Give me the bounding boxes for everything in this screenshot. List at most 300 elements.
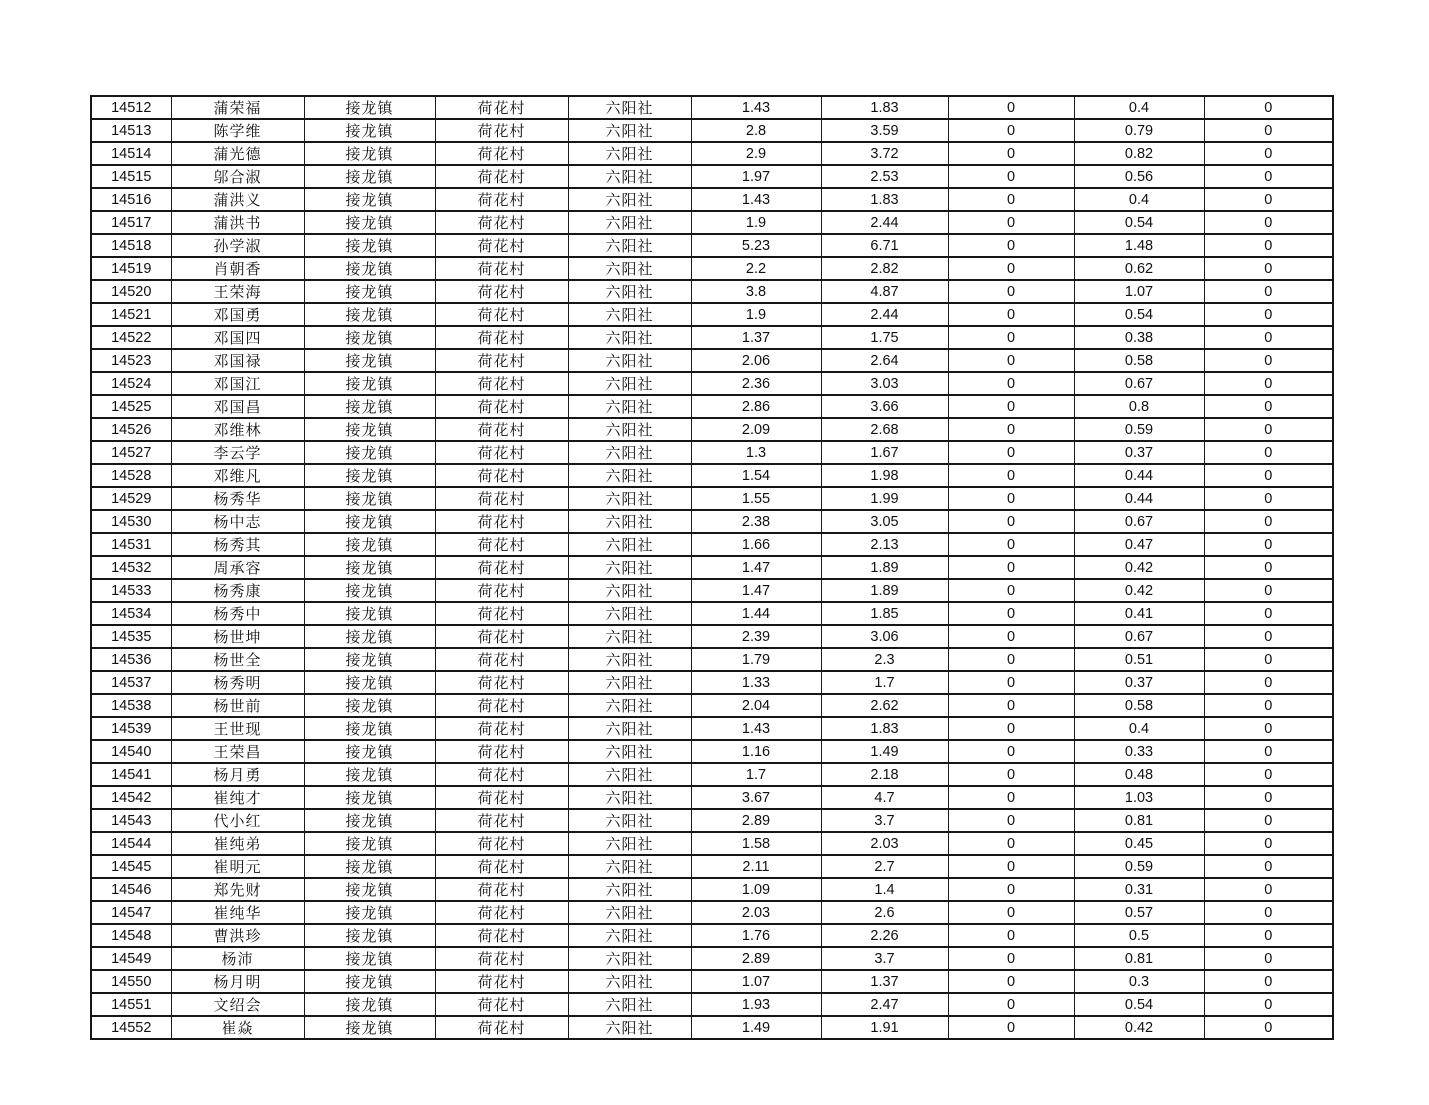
table-cell: 接龙镇 <box>304 901 435 924</box>
table-row <box>91 257 1333 280</box>
table-cell: 代小红 <box>171 809 304 832</box>
table-cell: 0.81 <box>1074 809 1204 832</box>
table-cell: 0.44 <box>1074 487 1204 510</box>
table-cell: 0.38 <box>1074 326 1204 349</box>
table-cell: 0.54 <box>1074 993 1204 1016</box>
table-cell: 接龙镇 <box>304 556 435 579</box>
table-cell: 1.89 <box>821 556 948 579</box>
table-row <box>91 763 1333 786</box>
table-cell: 14522 <box>91 326 171 349</box>
table-cell: 六阳社 <box>568 211 691 234</box>
table-cell: 2.26 <box>821 924 948 947</box>
table-cell: 0 <box>948 809 1074 832</box>
table-cell: 0 <box>948 395 1074 418</box>
table-cell: 六阳社 <box>568 119 691 142</box>
table-cell: 0 <box>1204 257 1333 280</box>
table-cell: 六阳社 <box>568 349 691 372</box>
table-cell: 0 <box>948 188 1074 211</box>
table-cell: 接龙镇 <box>304 625 435 648</box>
table-cell: 六阳社 <box>568 96 691 119</box>
table-row <box>91 970 1333 993</box>
table-cell: 0.54 <box>1074 303 1204 326</box>
table-cell: 接龙镇 <box>304 326 435 349</box>
table-row <box>91 901 1333 924</box>
table-cell: 14551 <box>91 993 171 1016</box>
table-cell: 接龙镇 <box>304 142 435 165</box>
table-cell: 14538 <box>91 694 171 717</box>
table-cell: 文绍会 <box>171 993 304 1016</box>
table-cell: 1.49 <box>691 1016 821 1039</box>
table-cell: 0 <box>948 878 1074 901</box>
table-cell: 六阳社 <box>568 188 691 211</box>
table-cell: 接龙镇 <box>304 1016 435 1039</box>
table-cell: 接龙镇 <box>304 648 435 671</box>
table-row <box>91 303 1333 326</box>
table-cell: 蒲光德 <box>171 142 304 165</box>
table-cell: 0 <box>1204 234 1333 257</box>
table-cell: 荷花村 <box>435 326 568 349</box>
table-row <box>91 234 1333 257</box>
table-cell: 荷花村 <box>435 924 568 947</box>
table-cell: 0 <box>1204 970 1333 993</box>
table-cell: 荷花村 <box>435 280 568 303</box>
table-cell: 2.47 <box>821 993 948 1016</box>
table-cell: 0 <box>1204 602 1333 625</box>
table-cell: 荷花村 <box>435 395 568 418</box>
table-cell: 14546 <box>91 878 171 901</box>
table-cell: 3.67 <box>691 786 821 809</box>
table-cell: 0 <box>1204 464 1333 487</box>
table-cell: 1.85 <box>821 602 948 625</box>
table-cell: 0 <box>1204 648 1333 671</box>
table-cell: 0 <box>1204 211 1333 234</box>
table-cell: 14512 <box>91 96 171 119</box>
table-row <box>91 280 1333 303</box>
table-cell: 0 <box>948 1016 1074 1039</box>
table-cell: 0 <box>1204 625 1333 648</box>
table-cell: 1.54 <box>691 464 821 487</box>
table-cell: 0 <box>948 119 1074 142</box>
table-cell: 1.76 <box>691 924 821 947</box>
table-cell: 杨中志 <box>171 510 304 533</box>
table-cell: 0 <box>948 602 1074 625</box>
table-row <box>91 418 1333 441</box>
table-cell: 14520 <box>91 280 171 303</box>
table-cell: 六阳社 <box>568 464 691 487</box>
table-cell: 0 <box>1204 119 1333 142</box>
table-cell: 1.09 <box>691 878 821 901</box>
table-cell: 14519 <box>91 257 171 280</box>
table-cell: 3.8 <box>691 280 821 303</box>
table-cell: 14517 <box>91 211 171 234</box>
table-cell: 3.72 <box>821 142 948 165</box>
table-cell: 0.59 <box>1074 855 1204 878</box>
table-row <box>91 119 1333 142</box>
table-cell: 14550 <box>91 970 171 993</box>
table-row <box>91 464 1333 487</box>
table-cell: 0 <box>948 96 1074 119</box>
table-row <box>91 717 1333 740</box>
table-cell: 0 <box>1204 96 1333 119</box>
table-row <box>91 188 1333 211</box>
table-cell: 0.42 <box>1074 1016 1204 1039</box>
table-cell: 崔纯才 <box>171 786 304 809</box>
table-row <box>91 510 1333 533</box>
table-cell: 2.82 <box>821 257 948 280</box>
table-cell: 邓国江 <box>171 372 304 395</box>
table-cell: 1.33 <box>691 671 821 694</box>
table-cell: 郑先财 <box>171 878 304 901</box>
table-cell: 0 <box>1204 947 1333 970</box>
table-cell: 接龙镇 <box>304 717 435 740</box>
table-cell: 1.66 <box>691 533 821 556</box>
table-cell: 0.4 <box>1074 96 1204 119</box>
table-cell: 3.66 <box>821 395 948 418</box>
table-cell: 0.4 <box>1074 188 1204 211</box>
table-cell: 荷花村 <box>435 878 568 901</box>
table-cell: 邓维林 <box>171 418 304 441</box>
table-cell: 0 <box>1204 694 1333 717</box>
table-row <box>91 441 1333 464</box>
table-cell: 0 <box>948 464 1074 487</box>
table-cell: 0 <box>948 533 1074 556</box>
table-cell: 1.79 <box>691 648 821 671</box>
table-cell: 0 <box>1204 1016 1333 1039</box>
table-cell: 0 <box>948 142 1074 165</box>
table-cell: 荷花村 <box>435 947 568 970</box>
table-cell: 5.23 <box>691 234 821 257</box>
table-cell: 荷花村 <box>435 349 568 372</box>
table-cell: 1.3 <box>691 441 821 464</box>
table-cell: 荷花村 <box>435 970 568 993</box>
table-cell: 2.44 <box>821 303 948 326</box>
table-cell: 崔焱 <box>171 1016 304 1039</box>
table-cell: 0 <box>948 418 1074 441</box>
table-cell: 接龙镇 <box>304 924 435 947</box>
table-cell: 荷花村 <box>435 487 568 510</box>
table-cell: 六阳社 <box>568 1016 691 1039</box>
table-cell: 0.67 <box>1074 625 1204 648</box>
table-row <box>91 878 1333 901</box>
table-cell: 0 <box>948 234 1074 257</box>
table-cell: 崔明元 <box>171 855 304 878</box>
table-cell: 0 <box>948 947 1074 970</box>
table-cell: 0.58 <box>1074 349 1204 372</box>
table-cell: 杨世前 <box>171 694 304 717</box>
table-cell: 接龙镇 <box>304 740 435 763</box>
table-cell: 1.03 <box>1074 786 1204 809</box>
table-cell: 荷花村 <box>435 648 568 671</box>
table-cell: 0 <box>1204 901 1333 924</box>
table-cell: 荷花村 <box>435 1016 568 1039</box>
table-cell: 接龙镇 <box>304 441 435 464</box>
table-cell: 1.58 <box>691 832 821 855</box>
table-cell: 2.86 <box>691 395 821 418</box>
table-cell: 1.7 <box>821 671 948 694</box>
table-cell: 荷花村 <box>435 303 568 326</box>
table-cell: 0 <box>948 717 1074 740</box>
table-cell: 0 <box>948 694 1074 717</box>
table-cell: 14530 <box>91 510 171 533</box>
table-cell: 邓国禄 <box>171 349 304 372</box>
table-cell: 14516 <box>91 188 171 211</box>
table-cell: 六阳社 <box>568 993 691 1016</box>
table-cell: 王荣海 <box>171 280 304 303</box>
table-cell: 0.59 <box>1074 418 1204 441</box>
table-row <box>91 602 1333 625</box>
table-cell: 六阳社 <box>568 694 691 717</box>
table-cell: 接龙镇 <box>304 809 435 832</box>
table-cell: 2.68 <box>821 418 948 441</box>
table-cell: 六阳社 <box>568 901 691 924</box>
table-cell: 荷花村 <box>435 809 568 832</box>
table-cell: 0 <box>1204 326 1333 349</box>
table-cell: 六阳社 <box>568 441 691 464</box>
table-cell: 0.3 <box>1074 970 1204 993</box>
table-cell: 1.43 <box>691 188 821 211</box>
table-cell: 六阳社 <box>568 786 691 809</box>
table-cell: 0 <box>948 487 1074 510</box>
table-row <box>91 1016 1333 1039</box>
table-cell: 14523 <box>91 349 171 372</box>
table-cell: 接龙镇 <box>304 832 435 855</box>
table-cell: 0 <box>1204 579 1333 602</box>
table-cell: 1.49 <box>821 740 948 763</box>
table-cell: 0 <box>1204 510 1333 533</box>
table-cell: 2.7 <box>821 855 948 878</box>
table-cell: 荷花村 <box>435 993 568 1016</box>
table-cell: 1.07 <box>691 970 821 993</box>
table-cell: 14544 <box>91 832 171 855</box>
table-cell: 荷花村 <box>435 418 568 441</box>
table-cell: 1.43 <box>691 717 821 740</box>
table-cell: 六阳社 <box>568 303 691 326</box>
table-cell: 14529 <box>91 487 171 510</box>
table-row <box>91 487 1333 510</box>
table-cell: 接龙镇 <box>304 878 435 901</box>
table-cell: 14532 <box>91 556 171 579</box>
table-cell: 0 <box>1204 924 1333 947</box>
table-cell: 0.79 <box>1074 119 1204 142</box>
table-cell: 2.6 <box>821 901 948 924</box>
table-cell: 1.7 <box>691 763 821 786</box>
table-row <box>91 694 1333 717</box>
table-cell: 0 <box>1204 786 1333 809</box>
table-cell: 接龙镇 <box>304 418 435 441</box>
table-cell: 荷花村 <box>435 257 568 280</box>
table-cell: 六阳社 <box>568 165 691 188</box>
table-row <box>91 648 1333 671</box>
table-cell: 接龙镇 <box>304 579 435 602</box>
table-cell: 14545 <box>91 855 171 878</box>
table-cell: 14536 <box>91 648 171 671</box>
table-cell: 3.59 <box>821 119 948 142</box>
table-cell: 王世现 <box>171 717 304 740</box>
table-cell: 0 <box>948 648 1074 671</box>
table-cell: 0 <box>948 671 1074 694</box>
table-cell: 六阳社 <box>568 625 691 648</box>
table-cell: 1.83 <box>821 717 948 740</box>
table-cell: 14531 <box>91 533 171 556</box>
table-cell: 14539 <box>91 717 171 740</box>
table-cell: 14518 <box>91 234 171 257</box>
table-cell: 曹洪珍 <box>171 924 304 947</box>
table-cell: 接龙镇 <box>304 303 435 326</box>
table-row <box>91 96 1333 119</box>
table-cell: 14533 <box>91 579 171 602</box>
table-cell: 14535 <box>91 625 171 648</box>
table-cell: 14543 <box>91 809 171 832</box>
table-cell: 接龙镇 <box>304 970 435 993</box>
table-row <box>91 349 1333 372</box>
table-cell: 0.8 <box>1074 395 1204 418</box>
table-cell: 0.42 <box>1074 556 1204 579</box>
table-cell: 荷花村 <box>435 165 568 188</box>
table-cell: 接龙镇 <box>304 211 435 234</box>
table-cell: 14542 <box>91 786 171 809</box>
table-cell: 荷花村 <box>435 832 568 855</box>
table-cell: 六阳社 <box>568 855 691 878</box>
table-cell: 0 <box>1204 763 1333 786</box>
table-cell: 六阳社 <box>568 763 691 786</box>
table-cell: 14527 <box>91 441 171 464</box>
table-cell: 0 <box>948 372 1074 395</box>
table-cell: 0.67 <box>1074 372 1204 395</box>
table-cell: 14548 <box>91 924 171 947</box>
table-cell: 1.9 <box>691 211 821 234</box>
table-cell: 荷花村 <box>435 96 568 119</box>
table-cell: 0.44 <box>1074 464 1204 487</box>
table-cell: 2.8 <box>691 119 821 142</box>
table-cell: 3.03 <box>821 372 948 395</box>
table-cell: 荷花村 <box>435 602 568 625</box>
table-cell: 接龙镇 <box>304 234 435 257</box>
table-row <box>91 671 1333 694</box>
table-cell: 荷花村 <box>435 786 568 809</box>
table-cell: 荷花村 <box>435 763 568 786</box>
table-cell: 1.99 <box>821 487 948 510</box>
table-cell: 0.45 <box>1074 832 1204 855</box>
table-cell: 0 <box>948 625 1074 648</box>
table-cell: 六阳社 <box>568 142 691 165</box>
table-cell: 2.38 <box>691 510 821 533</box>
table-cell: 0 <box>1204 487 1333 510</box>
table-cell: 0 <box>948 211 1074 234</box>
table-cell: 荷花村 <box>435 556 568 579</box>
table-cell: 六阳社 <box>568 372 691 395</box>
table-cell: 0 <box>948 786 1074 809</box>
table-cell: 肖朝香 <box>171 257 304 280</box>
table-cell: 1.98 <box>821 464 948 487</box>
table-cell: 2.64 <box>821 349 948 372</box>
table-cell: 0 <box>948 855 1074 878</box>
table-cell: 0 <box>1204 533 1333 556</box>
table-cell: 1.91 <box>821 1016 948 1039</box>
table-cell: 0 <box>948 763 1074 786</box>
table-cell: 0 <box>1204 855 1333 878</box>
table-cell: 0 <box>1204 372 1333 395</box>
table-cell: 0.82 <box>1074 142 1204 165</box>
table-cell: 0 <box>1204 441 1333 464</box>
table-cell: 2.11 <box>691 855 821 878</box>
table-row <box>91 993 1333 1016</box>
table-cell: 接龙镇 <box>304 280 435 303</box>
table-cell: 0 <box>948 579 1074 602</box>
table-cell: 崔纯弟 <box>171 832 304 855</box>
table-row <box>91 372 1333 395</box>
table-cell: 荷花村 <box>435 464 568 487</box>
table-cell: 荷花村 <box>435 901 568 924</box>
table-cell: 六阳社 <box>568 326 691 349</box>
table-cell: 荷花村 <box>435 533 568 556</box>
table-cell: 1.16 <box>691 740 821 763</box>
table-row <box>91 533 1333 556</box>
table-cell: 接龙镇 <box>304 763 435 786</box>
table-cell: 杨月明 <box>171 970 304 993</box>
table-cell: 荷花村 <box>435 441 568 464</box>
table-cell: 接龙镇 <box>304 395 435 418</box>
table-cell: 接龙镇 <box>304 165 435 188</box>
table-cell: 3.7 <box>821 947 948 970</box>
table-cell: 蒲洪义 <box>171 188 304 211</box>
table-cell: 0 <box>948 993 1074 1016</box>
table-cell: 荷花村 <box>435 188 568 211</box>
table-cell: 0.51 <box>1074 648 1204 671</box>
table-cell: 0 <box>948 165 1074 188</box>
table-cell: 0 <box>948 349 1074 372</box>
table-cell: 1.93 <box>691 993 821 1016</box>
table-cell: 2.39 <box>691 625 821 648</box>
table-row <box>91 786 1333 809</box>
table-cell: 杨秀康 <box>171 579 304 602</box>
table-cell: 李云学 <box>171 441 304 464</box>
table-cell: 六阳社 <box>568 970 691 993</box>
table-cell: 杨月勇 <box>171 763 304 786</box>
table-cell: 0 <box>948 901 1074 924</box>
table-cell: 4.7 <box>821 786 948 809</box>
table-cell: 0 <box>1204 878 1333 901</box>
table-cell: 接龙镇 <box>304 372 435 395</box>
table-cell: 荷花村 <box>435 372 568 395</box>
table-row <box>91 832 1333 855</box>
table-cell: 0.81 <box>1074 947 1204 970</box>
table-cell: 荷花村 <box>435 510 568 533</box>
table-cell: 1.9 <box>691 303 821 326</box>
table-cell: 六阳社 <box>568 924 691 947</box>
table-cell: 六阳社 <box>568 947 691 970</box>
table-cell: 4.87 <box>821 280 948 303</box>
table-cell: 0.58 <box>1074 694 1204 717</box>
table-cell: 0 <box>1204 395 1333 418</box>
table-cell: 1.44 <box>691 602 821 625</box>
table-cell: 0.57 <box>1074 901 1204 924</box>
table-cell: 0 <box>1204 740 1333 763</box>
table-cell: 杨秀明 <box>171 671 304 694</box>
table-cell: 0.62 <box>1074 257 1204 280</box>
table-cell: 接龙镇 <box>304 602 435 625</box>
table-cell: 六阳社 <box>568 648 691 671</box>
table-cell: 14528 <box>91 464 171 487</box>
table-cell: 1.83 <box>821 188 948 211</box>
table-row <box>91 809 1333 832</box>
table-cell: 3.7 <box>821 809 948 832</box>
table-cell: 杨秀其 <box>171 533 304 556</box>
table-cell: 杨秀中 <box>171 602 304 625</box>
table-body <box>91 96 1333 1039</box>
table-cell: 0 <box>948 740 1074 763</box>
table-cell: 0 <box>1204 188 1333 211</box>
table-cell: 接龙镇 <box>304 533 435 556</box>
